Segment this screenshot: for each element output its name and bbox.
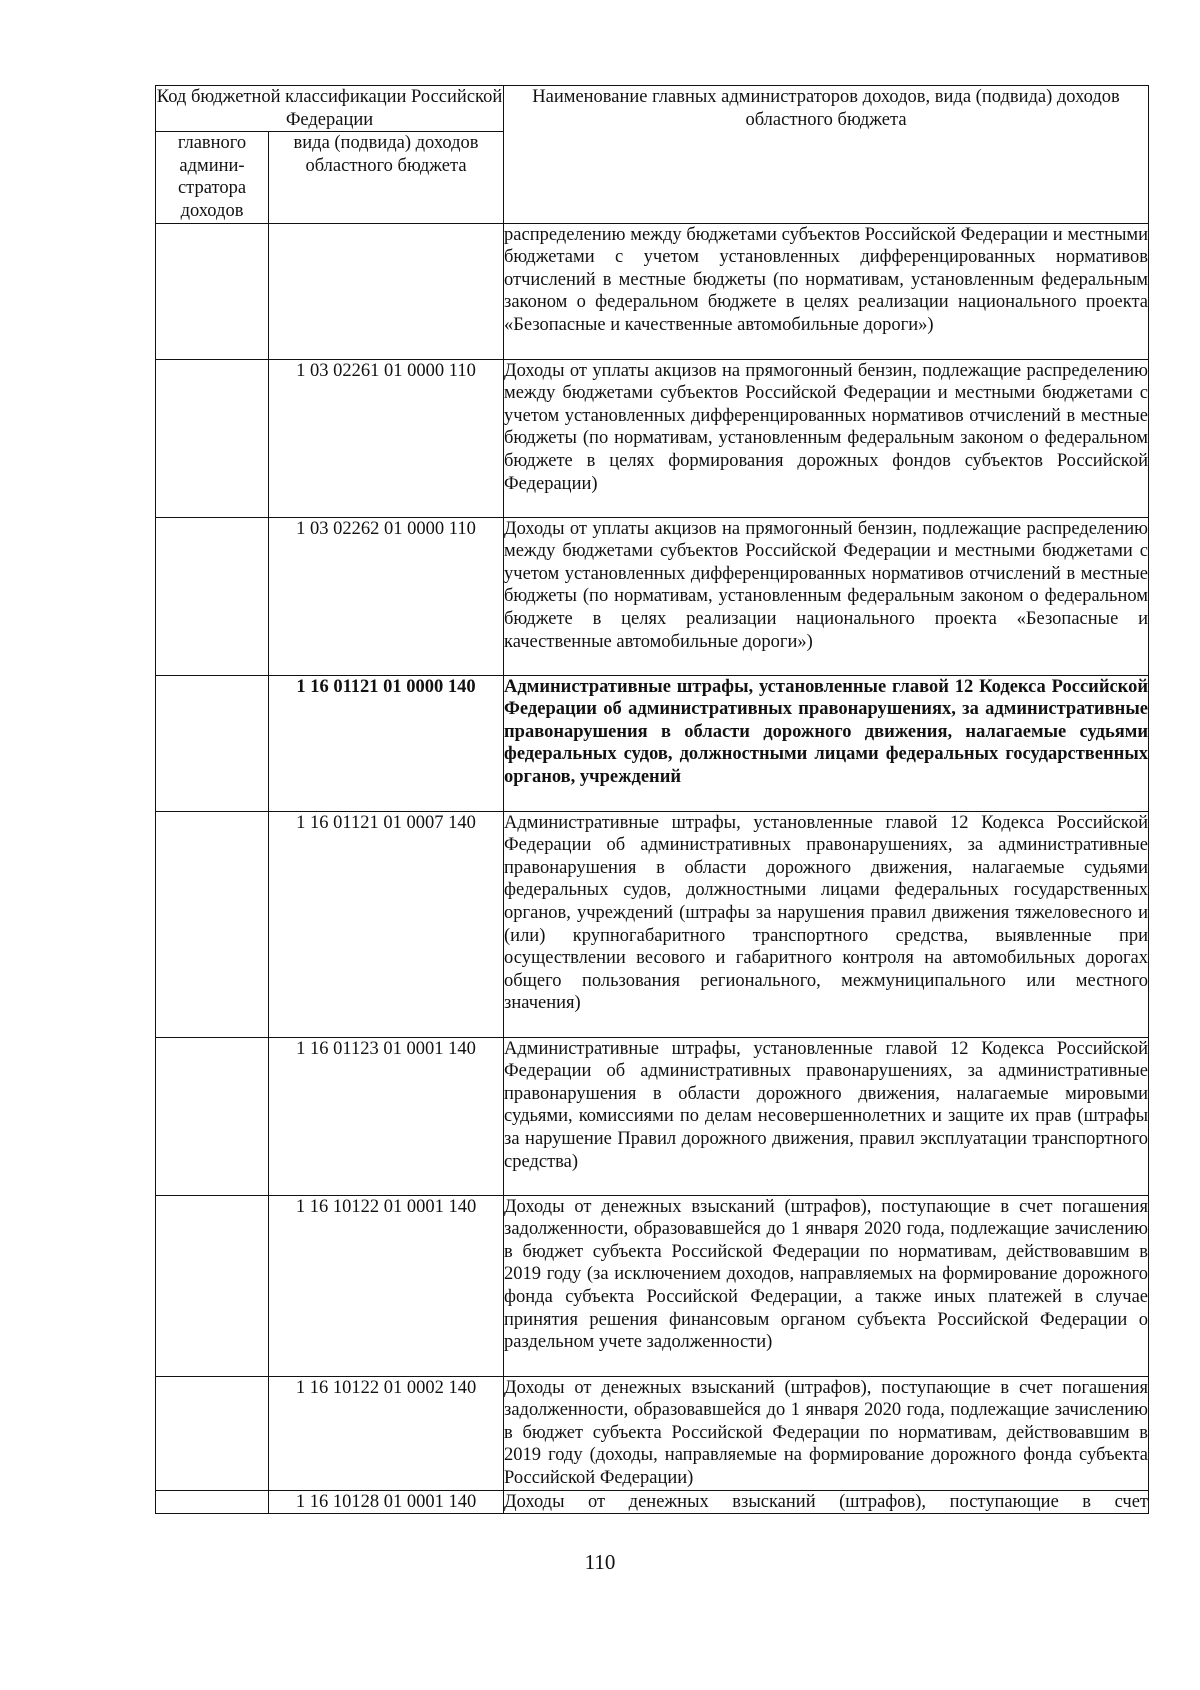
- income-description-cell: Административные штрафы, установленные главой 12 Кодекса Российской Федерации об административных правонарушениях, за административные правонарушения в области дорожного движения, налагаемые судьями федеральных судов, должностными лицами федеральных государственных органов, учреждений: [504, 675, 1149, 811]
- budget-classification-table: [155, 85, 1149, 1514]
- header-admin-column: главного админи-стратора доходов: [156, 132, 269, 223]
- income-code-cell: 1 16 10122 01 0001 140: [269, 1195, 504, 1376]
- table-row: [156, 1037, 1149, 1195]
- income-description-cell: Доходы от уплаты акцизов на прямогонный бензин, подлежащие распределению между бюджетами субъектов Российской Федерации и местными бюджетами с учетом установленных дифференцированных нормативов отчислений в местные бюджеты (по нормативам, установленным федеральным законом о федеральном бюджете в целях реализации национального проекта «Безопасные и качественные автомобильные дороги»): [504, 517, 1149, 675]
- table-row: [156, 517, 1149, 675]
- admin-code-cell: [156, 1490, 269, 1514]
- admin-code-cell: [156, 223, 269, 359]
- income-description-cell: Доходы от денежных взысканий (штрафов), поступающие в счет погашения задолженности, образовавшейся до 1 января 2020 года, подлежащие зачислению в бюджет субъекта Российской Федерации по нормативам, действовавшим в 2019 году (доходы, направляемые на формирование дорожного фонда субъекта Российской Федерации): [504, 1376, 1149, 1490]
- table-row: [156, 675, 1149, 811]
- admin-code-cell: [156, 1195, 269, 1376]
- admin-code-cell: [156, 359, 269, 517]
- income-code-cell: 1 16 01121 01 0007 140: [269, 811, 504, 1037]
- income-code-cell: 1 16 10122 01 0002 140: [269, 1376, 504, 1490]
- table-row: [156, 1195, 1149, 1376]
- income-code-cell: [269, 223, 504, 359]
- table-row: [156, 1490, 1149, 1514]
- income-description-cell: Административные штрафы, установленные главой 12 Кодекса Российской Федерации об административных правонарушениях, за административные правонарушения в области дорожного движения, налагаемые мировыми судьями, комиссиями по делам несовершеннолетних и защите их прав (штрафы за нарушение Правил дорожного движения, правил эксплуатации транспортного средства): [504, 1037, 1149, 1195]
- table-header-row: [156, 86, 1149, 132]
- income-code-cell: 1 16 10128 01 0001 140: [269, 1490, 504, 1514]
- page-number: 110: [584, 1550, 616, 1574]
- income-description-cell: Доходы от денежных взысканий (штрафов), поступающие в счет: [504, 1490, 1149, 1514]
- admin-code-cell: [156, 811, 269, 1037]
- header-type-column: вида (подвида) доходов областного бюджета: [269, 132, 504, 223]
- admin-code-cell: [156, 517, 269, 675]
- table-row: [156, 811, 1149, 1037]
- admin-code-cell: [156, 1037, 269, 1195]
- income-code-cell: 1 16 01123 01 0001 140: [269, 1037, 504, 1195]
- header-code-group: Код бюджетной классификации Российской Федерации: [156, 86, 504, 132]
- admin-code-cell: [156, 675, 269, 811]
- admin-code-cell: [156, 1376, 269, 1490]
- income-code-cell: 1 03 02261 01 0000 110: [269, 359, 504, 517]
- income-description-cell: Административные штрафы, установленные главой 12 Кодекса Российской Федерации об административных правонарушениях, за административные правонарушения в области дорожного движения, налагаемые судьями федеральных судов, должностными лицами федеральных государственных органов, учреждений (штрафы за нарушения правил движения тяжеловесного и (или) крупногабаритного транспортного средства, выявленные при осуществлении весового и габаритного контроля на автомобильных дорогах общего пользования регионального, межмуниципального или местного значения): [504, 811, 1149, 1037]
- income-code-cell: 1 16 01121 01 0000 140: [269, 675, 504, 811]
- header-name-column: Наименование главных администраторов доходов, вида (подвида) доходов областного бюджета: [504, 86, 1149, 224]
- table-row: [156, 359, 1149, 517]
- income-code-cell: 1 03 02262 01 0000 110: [269, 517, 504, 675]
- income-description-cell: распределению между бюджетами субъектов Российской Федерации и местными бюджетами с учетом установленных дифференцированных нормативов отчислений в местные бюджеты (по нормативам, установленным федеральным законом о федеральном бюджете в целях реализации национального проекта «Безопасные и качественные автомобильные дороги»): [504, 223, 1149, 359]
- income-description-cell: Доходы от уплаты акцизов на прямогонный бензин, подлежащие распределению между бюджетами субъектов Российской Федерации и местными бюджетами с учетом установленных дифференцированных нормативов отчислений в местные бюджеты (по нормативам, установленным федеральным законом о федеральном бюджете в целях формирования дорожных фондов субъектов Российской Федерации): [504, 359, 1149, 517]
- table-row: [156, 223, 1149, 359]
- income-description-cell: Доходы от денежных взысканий (штрафов), поступающие в счет погашения задолженности, образовавшейся до 1 января 2020 года, подлежащие зачислению в бюджет субъекта Российской Федерации по нормативам, действовавшим в 2019 году (за исключением доходов, направляемых на формирование дорожного фонда субъекта Российской Федерации, а также иных платежей в случае принятия решения финансовым органом субъекта Российской Федерации о раздельном учете задолженности): [504, 1195, 1149, 1376]
- table-row: [156, 1376, 1149, 1490]
